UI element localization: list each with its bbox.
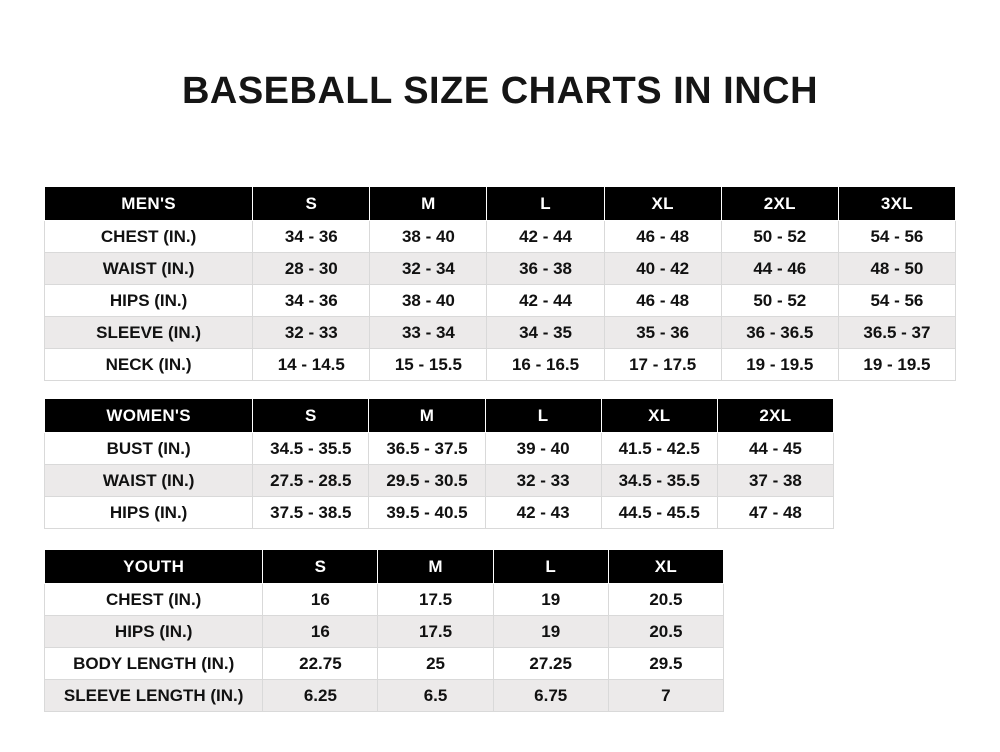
table-cell: 17.5 — [378, 616, 493, 648]
table-cell: 37.5 - 38.5 — [253, 497, 369, 529]
table-cell: 6.25 — [263, 680, 378, 712]
table-row — [45, 648, 724, 680]
table-cell: 20.5 — [608, 616, 723, 648]
table-cell: 33 - 34 — [370, 317, 487, 349]
row-label: HIPS (IN.) — [45, 616, 263, 648]
column-header: WOMEN'S — [45, 399, 253, 433]
table-cell: 6.75 — [493, 680, 608, 712]
table-cell: 54 - 56 — [838, 221, 955, 253]
row-label: WAIST (IN.) — [45, 465, 253, 497]
table-cell: 14 - 14.5 — [253, 349, 370, 381]
table-cell: 7 — [608, 680, 723, 712]
table-header-row — [45, 550, 724, 584]
table-cell: 41.5 - 42.5 — [601, 433, 717, 465]
womens-table-head — [45, 399, 834, 433]
table-cell: 34.5 - 35.5 — [253, 433, 369, 465]
table-row — [45, 433, 834, 465]
column-header: 3XL — [838, 187, 955, 221]
table-cell: 54 - 56 — [838, 285, 955, 317]
table-cell: 20.5 — [608, 584, 723, 616]
youth-table-body — [45, 584, 724, 712]
table-row — [45, 349, 956, 381]
table-cell: 29.5 — [608, 648, 723, 680]
table-cell: 15 - 15.5 — [370, 349, 487, 381]
table-cell: 34 - 36 — [253, 285, 370, 317]
table-cell: 36 - 38 — [487, 253, 604, 285]
table-cell: 42 - 43 — [485, 497, 601, 529]
table-cell: 22.75 — [263, 648, 378, 680]
table-cell: 44 - 46 — [721, 253, 838, 285]
table-cell: 16 — [263, 584, 378, 616]
column-header: XL — [601, 399, 717, 433]
table-header-row — [45, 187, 956, 221]
table-cell: 42 - 44 — [487, 221, 604, 253]
mens-table-body — [45, 221, 956, 381]
womens-table-body — [45, 433, 834, 529]
table-row — [45, 221, 956, 253]
table-cell: 42 - 44 — [487, 285, 604, 317]
table-cell: 19 — [493, 584, 608, 616]
column-header: S — [253, 399, 369, 433]
table-cell: 6.5 — [378, 680, 493, 712]
table-cell: 44.5 - 45.5 — [601, 497, 717, 529]
column-header: 2XL — [721, 187, 838, 221]
row-label: BODY LENGTH (IN.) — [45, 648, 263, 680]
table-cell: 27.5 - 28.5 — [253, 465, 369, 497]
table-cell: 32 - 33 — [485, 465, 601, 497]
column-header: 2XL — [717, 399, 833, 433]
table-cell: 25 — [378, 648, 493, 680]
table-cell: 19 — [493, 616, 608, 648]
mens-table-head — [45, 187, 956, 221]
table-cell: 50 - 52 — [721, 221, 838, 253]
table-row — [45, 253, 956, 285]
column-header: L — [487, 187, 604, 221]
column-header: YOUTH — [45, 550, 263, 584]
table-row — [45, 680, 724, 712]
table-cell: 39 - 40 — [485, 433, 601, 465]
table-row — [45, 285, 956, 317]
table-cell: 19 - 19.5 — [721, 349, 838, 381]
column-header: L — [485, 399, 601, 433]
table-cell: 29.5 - 30.5 — [369, 465, 485, 497]
table-cell: 32 - 34 — [370, 253, 487, 285]
table-row — [45, 317, 956, 349]
table-cell: 17 - 17.5 — [604, 349, 721, 381]
table-cell: 17.5 — [378, 584, 493, 616]
table-cell: 16 - 16.5 — [487, 349, 604, 381]
table-row — [45, 584, 724, 616]
row-label: SLEEVE (IN.) — [45, 317, 253, 349]
table-row — [45, 465, 834, 497]
youth-table-head — [45, 550, 724, 584]
row-label: NECK (IN.) — [45, 349, 253, 381]
row-label: HIPS (IN.) — [45, 285, 253, 317]
table-cell: 38 - 40 — [370, 285, 487, 317]
column-header: XL — [604, 187, 721, 221]
column-header: S — [263, 550, 378, 584]
table-cell: 36 - 36.5 — [721, 317, 838, 349]
column-header: M — [370, 187, 487, 221]
table-cell: 32 - 33 — [253, 317, 370, 349]
table-cell: 16 — [263, 616, 378, 648]
table-row — [45, 616, 724, 648]
table-cell: 28 - 30 — [253, 253, 370, 285]
table-cell: 36.5 - 37.5 — [369, 433, 485, 465]
row-label: SLEEVE LENGTH (IN.) — [45, 680, 263, 712]
table-cell: 47 - 48 — [717, 497, 833, 529]
table-cell: 34.5 - 35.5 — [601, 465, 717, 497]
column-header: MEN'S — [45, 187, 253, 221]
table-cell: 50 - 52 — [721, 285, 838, 317]
table-cell: 39.5 - 40.5 — [369, 497, 485, 529]
table-cell: 44 - 45 — [717, 433, 833, 465]
page-title: BASEBALL SIZE CHARTS IN INCH — [181, 70, 819, 112]
table-cell: 38 - 40 — [370, 221, 487, 253]
table-header-row — [45, 399, 834, 433]
column-header: XL — [608, 550, 723, 584]
column-header: M — [378, 550, 493, 584]
column-header: L — [493, 550, 608, 584]
table-cell: 46 - 48 — [604, 221, 721, 253]
table-cell: 48 - 50 — [838, 253, 955, 285]
row-label: WAIST (IN.) — [45, 253, 253, 285]
column-header: M — [369, 399, 485, 433]
row-label: CHEST (IN.) — [45, 221, 253, 253]
column-header: S — [253, 187, 370, 221]
mens-size-chart — [44, 186, 956, 381]
table-cell: 34 - 35 — [487, 317, 604, 349]
row-label: BUST (IN.) — [45, 433, 253, 465]
table-cell: 27.25 — [493, 648, 608, 680]
table-cell: 19 - 19.5 — [838, 349, 955, 381]
table-cell: 46 - 48 — [604, 285, 721, 317]
youth-size-chart — [44, 549, 724, 712]
table-cell: 37 - 38 — [717, 465, 833, 497]
table-cell: 35 - 36 — [604, 317, 721, 349]
row-label: HIPS (IN.) — [45, 497, 253, 529]
table-cell: 36.5 - 37 — [838, 317, 955, 349]
table-cell: 34 - 36 — [253, 221, 370, 253]
womens-size-chart — [44, 398, 834, 529]
table-row — [45, 497, 834, 529]
row-label: CHEST (IN.) — [45, 584, 263, 616]
table-cell: 40 - 42 — [604, 253, 721, 285]
